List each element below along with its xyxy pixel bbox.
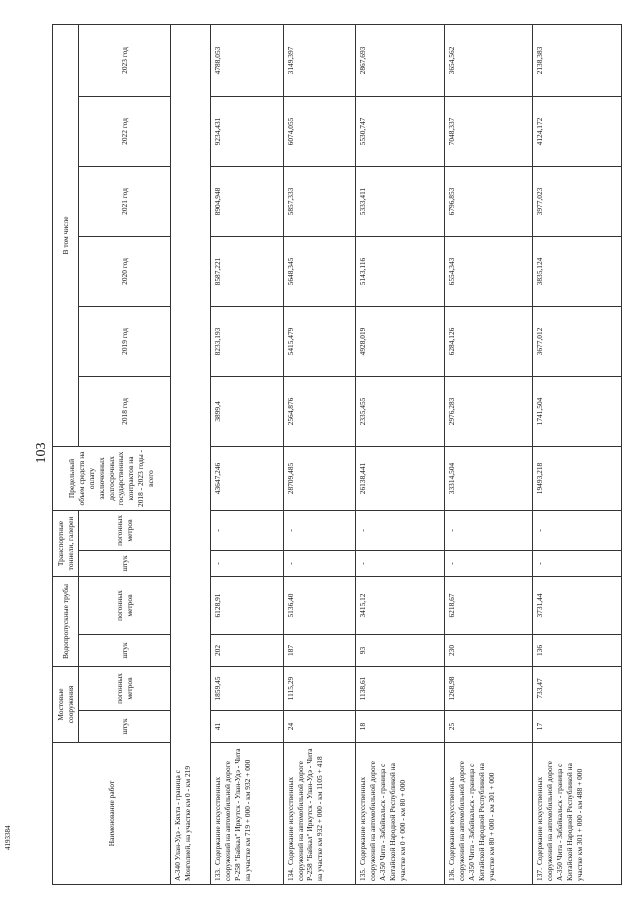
value-2022: 5530,747 [356, 96, 445, 166]
value-2020: 3835,124 [533, 236, 622, 306]
tunnels-m: - [444, 510, 533, 550]
value-2018: 1741,504 [533, 376, 622, 446]
table-row [533, 24, 622, 884]
bridges-m: 1115,29 [283, 667, 356, 711]
value-2022: 9234,431 [211, 96, 284, 166]
bridges-m: 733,47 [533, 667, 622, 711]
table-row [283, 24, 356, 884]
group-title: А-340 Улан-Удэ - Кяхта - граница с Монголией, на участке км 0 - км 219 [171, 743, 211, 885]
bridges-pcs: 24 [283, 711, 356, 743]
culverts-m: 3731,44 [533, 577, 622, 635]
value-2019: 5415,479 [283, 306, 356, 376]
tunnels-m: - [283, 510, 356, 550]
value-2020: 8587,221 [211, 236, 284, 306]
header-year-2018: 2018 год [79, 376, 171, 446]
value-2018: 3899,4 [211, 376, 284, 446]
header-year-2023: 2023 год [79, 24, 171, 96]
value-2019: 8233,193 [211, 306, 284, 376]
bridges-m: 1859,45 [211, 667, 284, 711]
header-tunnels: Транспортные тоннели, галереи [53, 510, 79, 576]
row-name: 134.Содержание искусственных сооружений на автомобильной дороге Р-258 "Байкал" Иркутск - Улан-Удэ - Чита на участке км 932 + 000 - км 1105 + 418 [283, 743, 356, 885]
value-2019: 4928,019 [356, 306, 445, 376]
value-2020: 5143,116 [356, 236, 445, 306]
value-2020: 6554,343 [444, 236, 533, 306]
value-2023: 3654,562 [444, 24, 533, 96]
limit-total: 33314,504 [444, 446, 533, 510]
value-2023: 2138,383 [533, 24, 622, 96]
culverts-m: 3415,12 [356, 577, 445, 635]
header-year-2021: 2021 год [79, 166, 171, 236]
culverts-pcs: 93 [356, 635, 445, 667]
culverts-m: 6128,91 [211, 577, 284, 635]
tunnels-pcs: - [533, 551, 622, 577]
header-culverts: Водопропускные трубы [53, 577, 79, 667]
bridges-m: 1138,61 [356, 667, 445, 711]
header-bridges-pcs: штук [79, 711, 171, 743]
culverts-pcs: 202 [211, 635, 284, 667]
header-tunnels-m: погонных метров [79, 510, 171, 550]
value-2022: 7048,337 [444, 96, 533, 166]
row-name: 135.Содержание искусственных сооружений на автомобильной дороге А-350 Чита - Забайкальск - граница с Китайской Народной Республикой на участке км 0 + 000 - км 80 + 000 [356, 743, 445, 885]
culverts-pcs: 136 [533, 635, 622, 667]
bridges-pcs: 17 [533, 711, 622, 743]
rotated-table-container [52, 25, 622, 885]
row-name: 136.Содержание искусственных сооружений на автомобильной дороге А-350 Чита - Забайкальск - граница с Китайской Народной Республикой на участке км 80 + 000 - км 301 + 000 [444, 743, 533, 885]
value-2021: 5857,333 [283, 166, 356, 236]
table-row [211, 24, 284, 884]
header-limit-total: Предельный объем средств на оплату заключенных долгосрочных государственных контрактов на 2018 - 2023 годы - всего [53, 446, 171, 510]
tunnels-m: - [533, 510, 622, 550]
header-culverts-pcs: штук [79, 635, 171, 667]
value-2023: 4788,053 [211, 24, 284, 96]
page-number: 103 [34, 442, 49, 464]
header-bridges-m: погонных метров [79, 667, 171, 711]
works-table [52, 24, 622, 885]
tunnels-pcs: - [211, 551, 284, 577]
header-culverts-m: погонных метров [79, 577, 171, 635]
value-2023: 3149,397 [283, 24, 356, 96]
header-bridges: Мостовые сооружения [53, 667, 79, 743]
value-2021: 8904,948 [211, 166, 284, 236]
document-code: 4193384 [4, 825, 12, 850]
culverts-pcs: 187 [283, 635, 356, 667]
bridges-pcs: 25 [444, 711, 533, 743]
tunnels-m: - [211, 510, 284, 550]
limit-total: 28709,485 [283, 446, 356, 510]
culverts-pcs: 230 [444, 635, 533, 667]
culverts-m: 6218,67 [444, 577, 533, 635]
bridges-m: 1268,98 [444, 667, 533, 711]
header-year-2020: 2020 год [79, 236, 171, 306]
value-2021: 5333,411 [356, 166, 445, 236]
table-row [444, 24, 533, 884]
value-2018: 2335,455 [356, 376, 445, 446]
limit-total: 43647,246 [211, 446, 284, 510]
value-2021: 3977,023 [533, 166, 622, 236]
bridges-pcs: 18 [356, 711, 445, 743]
row-name: 133.Содержание искусственных сооружений на автомобильной дороге Р-258 "Байкал" Иркутск - Улан-Удэ - Чита на участке км 719 + 000 - км 932 + 000 [211, 743, 284, 885]
value-2018: 2564,876 [283, 376, 356, 446]
bridges-pcs: 41 [211, 711, 284, 743]
table-row [356, 24, 445, 884]
culverts-m: 5136,40 [283, 577, 356, 635]
value-2019: 6284,126 [444, 306, 533, 376]
value-2021: 6796,853 [444, 166, 533, 236]
tunnels-pcs: - [444, 551, 533, 577]
value-2019: 3677,012 [533, 306, 622, 376]
limit-total: 19493,218 [533, 446, 622, 510]
limit-total: 26138,441 [356, 446, 445, 510]
group-spacer [171, 24, 211, 742]
tunnels-pcs: - [356, 551, 445, 577]
value-2023: 2867,693 [356, 24, 445, 96]
row-name: 137.Содержание искусственных сооружений на автомобильной дороге А-350 Чита - Забайкальск - граница с Китайской Народной Республикой на участке км 301 + 000 - км 488 + 000 [533, 743, 622, 885]
header-tunnels-pcs: штук [79, 551, 171, 577]
value-2022: 4124,172 [533, 96, 622, 166]
header-year-2019: 2019 год [79, 306, 171, 376]
tunnels-pcs: - [283, 551, 356, 577]
value-2018: 2976,283 [444, 376, 533, 446]
value-2022: 6074,055 [283, 96, 356, 166]
value-2020: 5648,345 [283, 236, 356, 306]
header-name: Наименование работ [53, 743, 171, 885]
header-year-2022: 2022 год [79, 96, 171, 166]
tunnels-m: - [356, 510, 445, 550]
header-including: В том числе [53, 24, 79, 446]
